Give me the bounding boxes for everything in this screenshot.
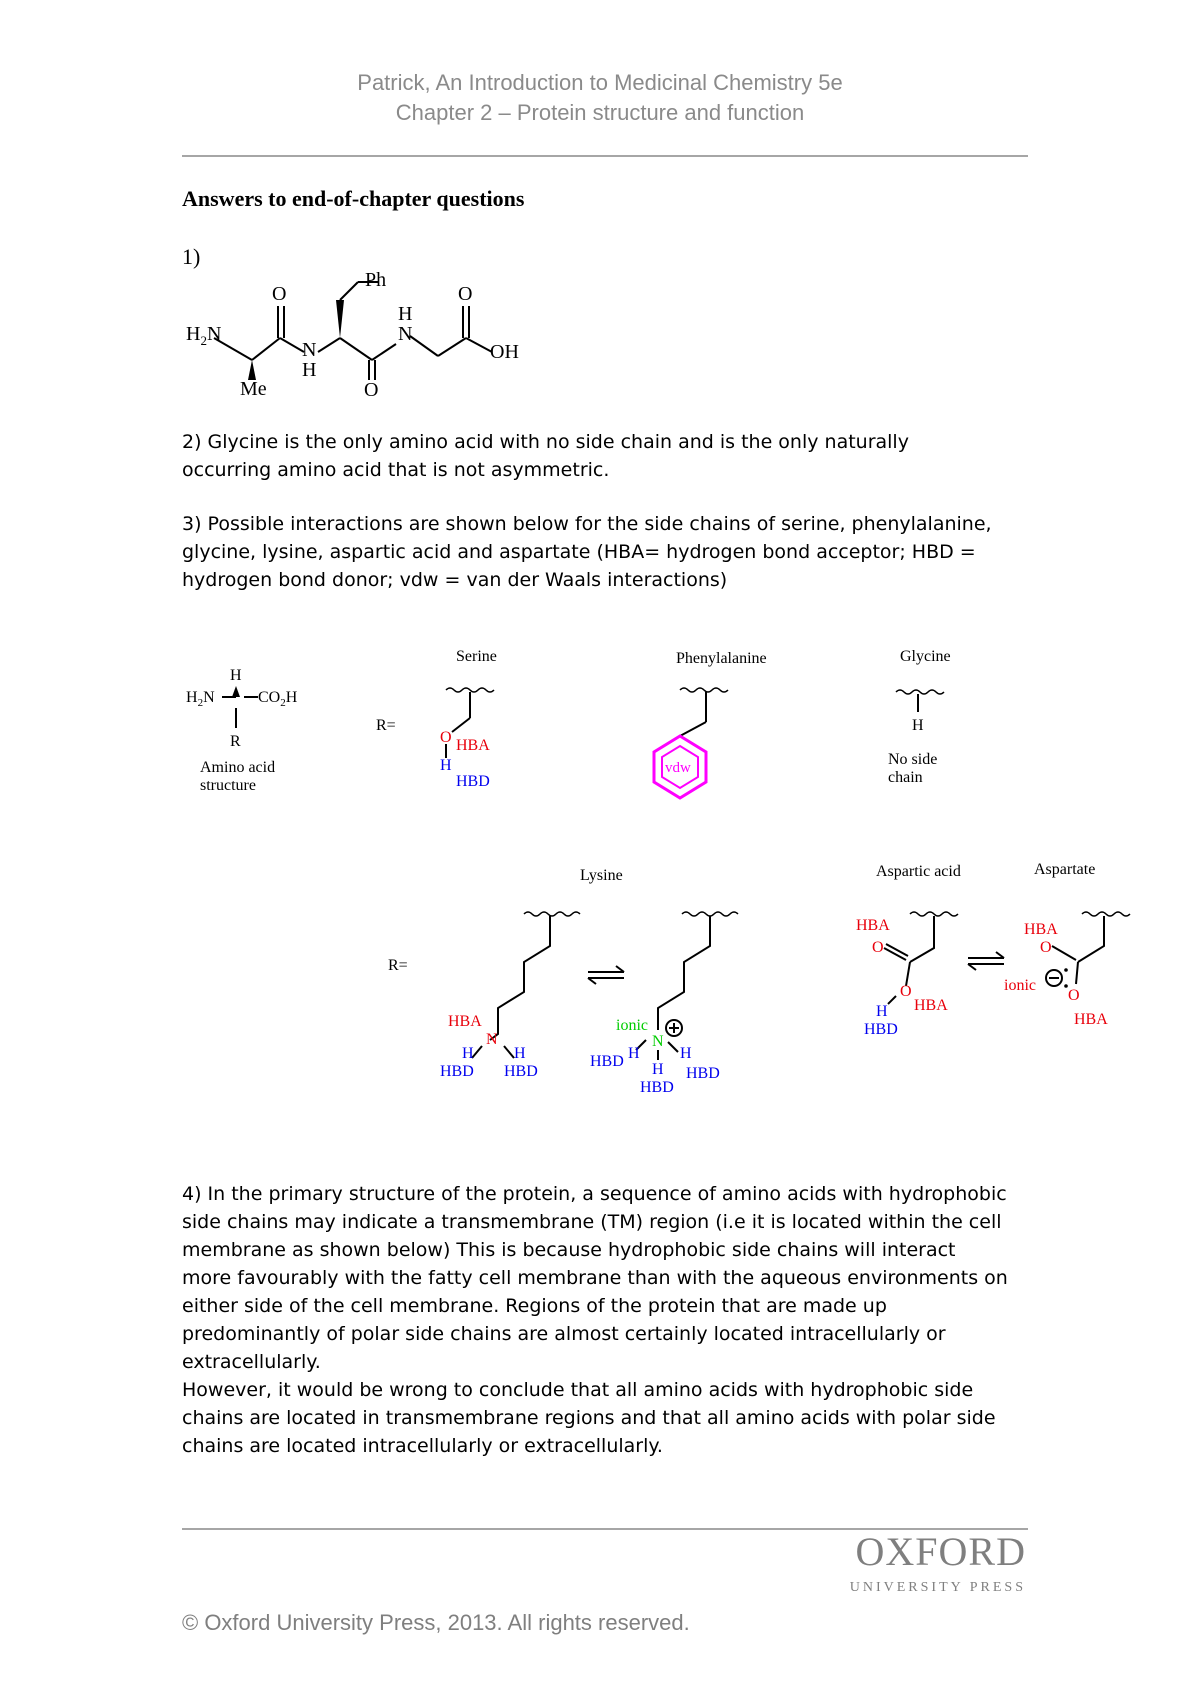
aspartate-label: Aspartate — [1034, 861, 1096, 878]
aspartic-acid-label: Aspartic acid — [876, 863, 961, 880]
question-4-line-10: chains are located intracellularly or extracellularly. — [182, 1435, 663, 1457]
question-4-line-1: 4) In the primary structure of the protein, a sequence of amino acids with hydrophobic — [182, 1183, 1007, 1205]
lysine-hbd-2: HBD — [504, 1063, 538, 1080]
serine-hba: HBA — [456, 737, 490, 754]
question-3-line-3: hydrogen bond donor; vdw = van der Waals interactions) — [182, 569, 728, 591]
question-3-line-2: glycine, lysine, aspartic acid and aspartate (HBA= hydrogen bond acceptor; HBD = — [182, 541, 976, 563]
asp-acid-o-1: O — [872, 939, 884, 956]
lysine-ionic: ionic — [616, 1017, 648, 1034]
aspartate-ionic: ionic — [1004, 977, 1036, 994]
section-heading: Answers to end-of-chapter questions — [182, 186, 525, 211]
asp-acid-hba-1: HBA — [856, 917, 890, 934]
oh-label: OH — [490, 341, 519, 363]
phenylalanine-label: Phenylalanine — [676, 650, 767, 667]
amide-n-2: N — [398, 323, 413, 345]
no-side-chain-2: chain — [888, 769, 923, 786]
lysine-plus-hbd-1: HBD — [590, 1053, 624, 1070]
lysine-h-2: H — [514, 1045, 526, 1062]
question-2-line-1: 2) Glycine is the only amino acid with no side chain and is the only naturally — [182, 431, 909, 453]
vdw-label: vdw — [665, 760, 691, 776]
question-4-line-4: more favourably with the fatty cell membrane than with the aqueous environments on — [182, 1267, 1008, 1289]
amide-h-2: H — [398, 303, 413, 325]
positive-charge-icon — [666, 1020, 682, 1036]
question-1-number: 1) — [182, 244, 201, 269]
aspartate-hba-1: HBA — [1024, 921, 1058, 938]
h2n-label: $H_2N$ — [186, 323, 222, 348]
amide-h-1: H — [302, 359, 317, 381]
aspartate-hba-2: HBA — [1074, 1011, 1108, 1028]
aa-caption-2: structure — [200, 777, 256, 794]
question-4 — [182, 1180, 1032, 1460]
aspartate-o-2: O — [1068, 987, 1080, 1004]
lysine-h-1: H — [462, 1045, 474, 1062]
lysine-hba: HBA — [448, 1013, 482, 1030]
glycine-h: H — [912, 717, 924, 734]
question-4-line-3: membrane as shown below) This is because hydrophobic side chains will interact — [182, 1239, 956, 1261]
serine-h: H — [440, 757, 452, 774]
glycine-label: Glycine — [900, 648, 951, 665]
lysine-plus-h-1: H — [628, 1045, 640, 1062]
lysine-plus-hbd-2: HBD — [686, 1065, 720, 1082]
no-side-chain-1: No side — [888, 751, 938, 768]
question-4-line-8: However, it would be wrong to conclude that all amino acids with hydrophobic side — [182, 1379, 974, 1401]
asp-acid-hbd: HBD — [864, 1021, 898, 1038]
amide-n-1: N — [302, 339, 317, 361]
carbonyl-o-2: O — [364, 379, 379, 401]
ph-label: Ph — [365, 269, 387, 291]
question-4-line-2: side chains may indicate a transmembrane (TM) region (i.e it is located within the cell — [182, 1211, 1002, 1233]
aa-caption-1: Amino acid — [200, 759, 276, 776]
header-title: Patrick, An Introduction to Medicinal Chemistry 5e — [357, 70, 843, 95]
oxford-logo-subtitle: UNIVERSITY PRESS — [849, 1580, 1026, 1595]
carbonyl-o-1: O — [272, 283, 287, 305]
asp-acid-hba-2: HBA — [914, 997, 948, 1014]
copyright-footer: © Oxford University Press, 2013. All rights reserved. — [182, 1610, 690, 1635]
r-equals-1: R= — [376, 717, 396, 734]
question-4-line-9: chains are located in transmembrane regions and that all amino acids with polar side — [182, 1407, 996, 1429]
aspartate-o-1: O — [1040, 939, 1052, 956]
negative-charge-icon — [1046, 968, 1068, 988]
asp-acid-h: H — [876, 1003, 888, 1020]
lysine-n-plus: N — [652, 1033, 664, 1050]
oxford-logo: OXFORD — [855, 1529, 1026, 1574]
serine-hbd: HBD — [456, 773, 490, 790]
question-4-line-5: either side of the cell membrane. Regions of the protein that are made up — [182, 1295, 887, 1317]
question-2-line-2: occurring amino acid that is not asymmetric. — [182, 459, 610, 481]
aa-co2h: $CO_2H$ — [258, 689, 298, 709]
r-equals-2: R= — [388, 957, 408, 974]
carbonyl-o-3: O — [458, 283, 473, 305]
asp-acid-o-2: O — [900, 983, 912, 1000]
lysine-n: N — [486, 1031, 498, 1048]
question-4-line-6: predominantly of polar side chains are almost certainly located intracellularly or — [182, 1323, 946, 1345]
serine-o: O — [440, 729, 452, 746]
aa-h: H — [230, 667, 242, 684]
serine-label: Serine — [456, 648, 497, 665]
question-3-line-1: 3) Possible interactions are shown below for the side chains of serine, phenylalanine, — [182, 513, 992, 535]
question-4-line-7: extracellularly. — [182, 1351, 321, 1373]
lysine-plus-hbd-3: HBD — [640, 1079, 674, 1096]
lysine-hbd-1: HBD — [440, 1063, 474, 1080]
aa-h2n: $H_2N$ — [186, 689, 215, 709]
header-chapter: Chapter 2 – Protein structure and function — [395, 100, 805, 125]
aa-r: R — [230, 733, 241, 750]
lysine-plus-h-2: H — [680, 1045, 692, 1062]
lysine-plus-h-3: H — [652, 1061, 664, 1078]
lysine-label: Lysine — [580, 867, 623, 884]
me-label: Me — [240, 378, 267, 400]
